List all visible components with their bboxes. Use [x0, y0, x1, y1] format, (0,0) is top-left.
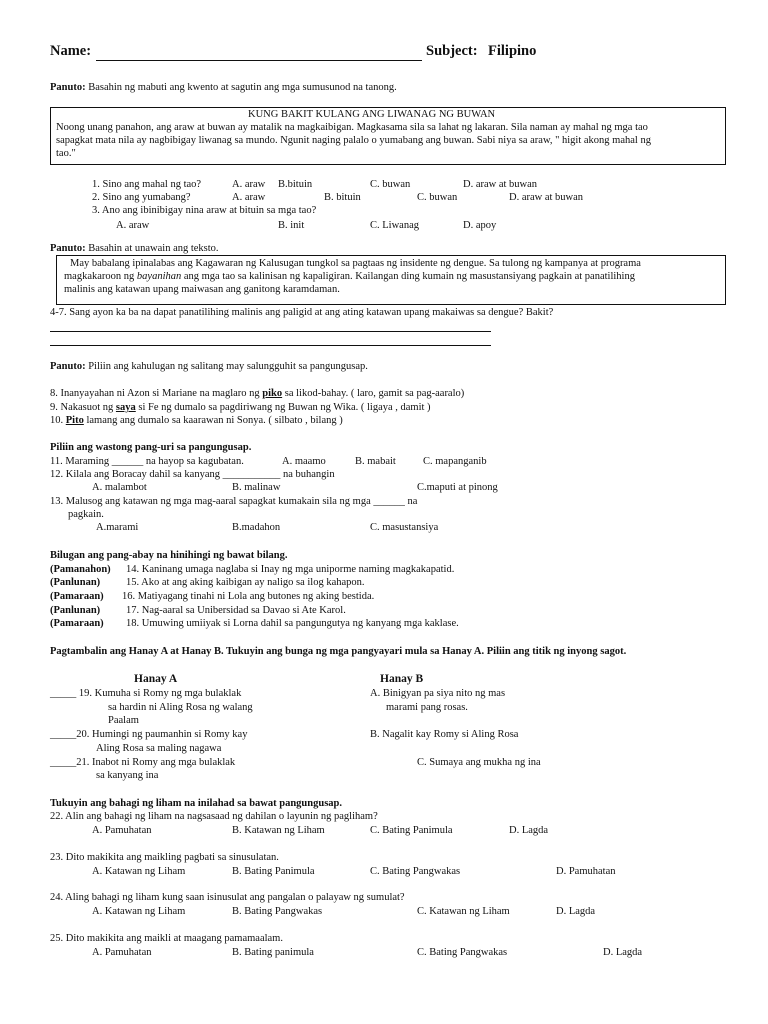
adverb-tag: (Panlunan) [50, 577, 101, 588]
text-line: May babalang ipinalabas ang Kagawaran ng Kalusugan tungkol sa pagtaas ng insidente ng dengue. Sa tulong ng kampanya at programa [70, 258, 641, 269]
choice-3c[interactable]: C. Liwanag [370, 220, 419, 231]
match-item-20[interactable]: _____20. Humingi ng paumanhin si Romy kay [50, 729, 248, 740]
question-1: 1. Sino ang mahal ng tao? [92, 179, 202, 190]
question-13: 13. Malusog ang katawan ng mga mag-aaral sapagkat kumakain sila ng mga ______ na [50, 496, 418, 507]
choice-22d[interactable]: D. Lagda [509, 825, 549, 836]
adverb-tag: (Pamanahon) [50, 564, 111, 575]
choice-23a[interactable]: A. Katawan ng Liham [92, 866, 186, 877]
choice-2d[interactable]: D. araw at buwan [509, 192, 584, 203]
match-item-21-cont: sa kanyang ina [96, 770, 159, 781]
question-9: 9. Nakasuot ng saya si Fe ng dumalo sa pagdiriwang ng Buwan ng Wika. ( ligaya , damit ) [50, 402, 431, 413]
question-11: 11. Maraming ______ na hayop sa kagubatan. [50, 456, 244, 467]
choice-13a[interactable]: A.marami [96, 522, 139, 533]
choice-25c[interactable]: C. Bating Pangwakas [417, 947, 508, 958]
text-line: malinis ang katawan upang maiwasan ang ganitong karamdaman. [64, 284, 340, 295]
question-24: 24. Aling bahagi ng liham kung saan isinusulat ang pangalan o palayaw ng sumulat? [50, 892, 405, 903]
match-item-19-cont: sa hardin ni Aling Rosa ng walang [108, 702, 253, 713]
question-22: 22. Alin ang bahagi ng liham na nagsasaad ng dahilan o layunin ng pagliham? [50, 811, 378, 822]
choice-1b[interactable]: B.bituin [278, 179, 313, 190]
choice-22c[interactable]: C. Bating Panimula [370, 825, 453, 836]
adverb-tag: (Panlunan) [50, 605, 101, 616]
match-choice-c[interactable]: C. Sumaya ang mukha ng ina [417, 757, 541, 768]
column-a-heading: Hanay A [134, 673, 178, 685]
column-b-heading: Hanay B [380, 673, 424, 685]
question-10: 10. Pito lamang ang dumalo sa kaarawan ni Sonya. ( silbato , bilang ) [50, 415, 343, 426]
match-item-21[interactable]: _____21. Inabot ni Romy ang mga bulaklak [50, 757, 236, 768]
choice-1a[interactable]: A. araw [232, 179, 266, 190]
choice-3a[interactable]: A. araw [116, 220, 150, 231]
question-8: 8. Inanyayahan ni Azon si Mariane na maglaro ng piko sa likod-bahay. ( laro, gamit sa pag-aaralo) [50, 388, 465, 399]
match-item-19[interactable]: _____ 19. Kumuha si Romy ng mga bulaklak [50, 688, 242, 699]
choice-1d[interactable]: D. araw at buwan [463, 179, 538, 190]
question-15[interactable]: 15. Ako at ang aking kaibigan ay naligo sa ilog kahapon. [126, 577, 365, 588]
subject-label: Subject: [426, 43, 478, 59]
choice-3d[interactable]: D. apoy [463, 220, 497, 231]
choice-13c[interactable]: C. masustansiya [370, 522, 439, 533]
question-4-7: 4-7. Sang ayon ka ba na dapat panatilihing malinis ang paligid at ang ating katawan upang makaiwas sa dengue? Bakit? [50, 307, 554, 318]
question-14[interactable]: 14. Kaninang umaga naglaba si Inay ng mga uniporme naming magkakapatid. [126, 564, 455, 575]
adverb-tag: (Pamaraan) [50, 618, 104, 629]
text-line: magkakaroon ng bayanihan ang mga tao sa kalinisan ng kapaligiran. Kailangan ding kumain ng masustansiyang pagkain at panatilihing [64, 271, 635, 282]
question-25: 25. Dito makikita ang maikli at maagang pamamaalam. [50, 933, 283, 944]
choice-11b[interactable]: B. mabait [355, 456, 396, 467]
choice-23b[interactable]: B. Bating Panimula [232, 866, 315, 877]
answer-line[interactable] [50, 331, 491, 332]
choice-23d[interactable]: D. Pamuhatan [556, 866, 616, 877]
choice-12b[interactable]: B. malinaw [232, 482, 281, 493]
panuto-2: Panuto: Basahin at unawain ang teksto. [50, 243, 219, 254]
choice-25b[interactable]: B. Bating panimula [232, 947, 314, 958]
story-line: tao." [56, 148, 76, 159]
choice-2b[interactable]: B. bituin [324, 192, 361, 203]
match-choice-a-cont: marami pang rosas. [386, 702, 468, 713]
question-18[interactable]: 18. Umuwing umiiyak si Lorna dahil sa pangungutya ng kanyang mga kaklase. [126, 618, 459, 629]
choice-24b[interactable]: B. Bating Pangwakas [232, 906, 323, 917]
choice-24c[interactable]: C. Katawan ng Liham [417, 906, 510, 917]
choice-2c[interactable]: C. buwan [417, 192, 458, 203]
choice-2a[interactable]: A. araw [232, 192, 266, 203]
section-heading: Pagtambalin ang Hanay A at Hanay B. Tukuyin ang bunga ng mga pangyayari mula sa Hanay A. Piliin ang titik ng inyong sagot. [50, 646, 627, 657]
section-heading: Piliin ang wastong pang-uri sa pangungusap. [50, 442, 252, 453]
choice-23c[interactable]: C. Bating Pangwakas [370, 866, 461, 877]
question-16[interactable]: 16. Matiyagang tinahi ni Lola ang butones ng aking bestida. [122, 591, 375, 602]
question-12: 12. Kilala ang Boracay dahil sa kanyang ___________ na buhangin [50, 469, 335, 480]
question-13-cont: pagkain. [68, 509, 104, 520]
choice-3b[interactable]: B. init [278, 220, 305, 231]
match-choice-a[interactable]: A. Binigyan pa siya nito ng mas [370, 688, 506, 699]
adverb-tag: (Pamaraan) [50, 591, 104, 602]
choice-1c[interactable]: C. buwan [370, 179, 411, 190]
answer-line[interactable] [50, 345, 491, 346]
panuto-3: Panuto: Piliin ang kahulugan ng salitang may salungguhit sa pangungusap. [50, 361, 368, 372]
match-choice-b[interactable]: B. Nagalit kay Romy si Aling Rosa [370, 729, 519, 740]
name-field-line[interactable] [96, 60, 422, 61]
choice-25a[interactable]: A. Pamuhatan [92, 947, 152, 958]
question-23: 23. Dito makikita ang maikling pagbati sa sinusulatan. [50, 852, 279, 863]
choice-24a[interactable]: A. Katawan ng Liham [92, 906, 186, 917]
choice-12c[interactable]: C.maputi at pinong [417, 482, 498, 493]
story-line: sapagkat mata nila ay nagbibigay liwanag sa mundo. Ngunit naging palalo o yumabang ang buwan. Sabi niya sa araw, " higit akong mahal ng [56, 135, 651, 146]
question-17[interactable]: 17. Nag-aaral sa Unibersidad sa Davao si Ate Karol. [126, 605, 346, 616]
choice-24d[interactable]: D. Lagda [556, 906, 596, 917]
story-line: Noong unang panahon, ang araw at buwan ay matalik na magkaibigan. Magkasama sila sa lahat ng lakaran. Sila naman ay mahal ng mga tao [56, 122, 648, 133]
choice-11a[interactable]: A. maamo [282, 456, 326, 467]
choice-13b[interactable]: B.madahon [232, 522, 281, 533]
story-title: KUNG BAKIT KULANG ANG LIWANAG NG BUWAN [248, 109, 496, 120]
choice-11c[interactable]: C. mapanganib [423, 456, 487, 467]
panuto-1: Panuto: Basahin ng mabuti ang kwento at sagutin ang mga sumusunod na tanong. [50, 82, 397, 93]
match-item-20-cont: Aling Rosa sa maling nagawa [96, 743, 222, 754]
question-2: 2. Sino ang yumabang? [92, 192, 191, 203]
choice-22a[interactable]: A. Pamuhatan [92, 825, 152, 836]
match-item-19-cont: Paalam [108, 715, 139, 726]
section-heading: Bilugan ang pang-abay na hinihingi ng bawat bilang. [50, 550, 288, 561]
choice-22b[interactable]: B. Katawan ng Liham [232, 825, 325, 836]
section-heading: Tukuyin ang bahagi ng liham na inilahad sa bawat pangungusap. [50, 798, 343, 809]
question-3: 3. Ano ang ibinibigay nina araw at bituin sa mga tao? [92, 205, 317, 216]
name-label: Name: [50, 43, 92, 59]
subject-value: Filipino [488, 43, 537, 59]
choice-25d[interactable]: D. Lagda [603, 947, 643, 958]
choice-12a[interactable]: A. malambot [92, 482, 147, 493]
